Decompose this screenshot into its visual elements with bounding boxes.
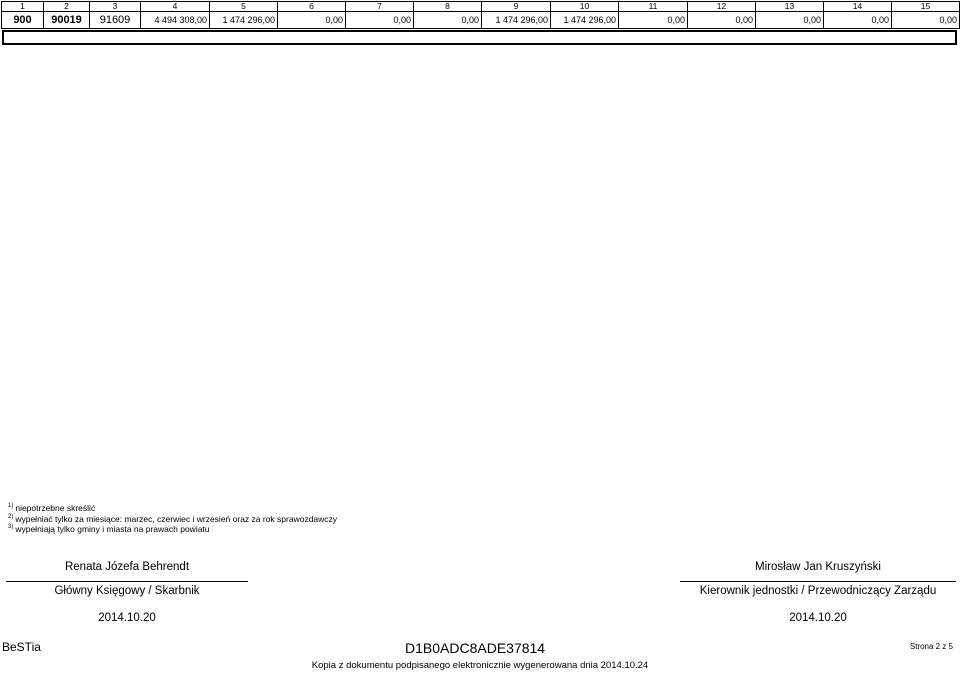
table-cell: 0,00: [619, 12, 688, 29]
footnote-mark: 2): [8, 513, 14, 520]
column-number-row: [2, 2, 960, 12]
cell-dzial: 900: [2, 12, 44, 29]
table-row: [2, 12, 960, 29]
footnote-mark: 1): [8, 503, 14, 509]
table-cell: 0,00: [688, 12, 756, 29]
empty-summary-bar: [2, 30, 957, 45]
table-cell: 0,00: [414, 12, 482, 29]
table-cell: 0,00: [756, 12, 824, 29]
report-table: [1, 1, 960, 29]
column-number: 10: [551, 2, 619, 12]
column-number: 6: [278, 2, 346, 12]
footnote-text: wypełniają tylko gminy i miasta na prawach powiatu: [15, 524, 210, 534]
signature-date: 2014.10.20: [789, 612, 847, 624]
column-number: 3: [90, 2, 141, 12]
footnote-text: niepotrzebne skreślić: [15, 503, 96, 513]
copy-note: Kopia z dokumentu podpisanego elektronicznie wygenerowana dnia 2014.10.24: [311, 660, 649, 671]
table-cell: 1 474 296,00: [210, 12, 278, 29]
footnote-text: wypełniać tylko za miesiące: marzec, czerwiec i wrzesień oraz za rok sprawozdawczy: [15, 513, 338, 524]
signature-line: [6, 581, 248, 582]
column-number: 4: [141, 2, 210, 12]
column-number: 12: [688, 2, 756, 12]
footnote: [8, 503, 337, 514]
footnote: [8, 524, 337, 535]
cell-rozdzial: 90019: [44, 12, 90, 29]
column-number: 15: [892, 2, 960, 12]
table-cell: 0,00: [278, 12, 346, 29]
page-number: Strona 2 z 5: [909, 642, 953, 651]
signatory-name: Renata Józefa Behrendt: [64, 561, 190, 573]
footnote: [8, 514, 337, 525]
column-number: 5: [210, 2, 278, 12]
system-name: BeSTia: [2, 640, 41, 654]
column-number: 14: [824, 2, 892, 12]
signatory-role: Główny Księgowy / Skarbnik: [54, 585, 200, 597]
table-cell: 0,00: [824, 12, 892, 29]
document-id: D1B0ADC8ADE37814: [405, 640, 546, 656]
table-cell: 4 494 308,00: [141, 12, 210, 29]
column-number: 9: [482, 2, 551, 12]
signatory-name: Mirosław Jan Kruszyński: [755, 561, 881, 573]
column-number: 8: [414, 2, 482, 12]
column-number: 2: [44, 2, 90, 12]
column-number: 13: [756, 2, 824, 12]
signature-date: 2014.10.20: [98, 612, 156, 624]
signature-block-director: [680, 561, 956, 624]
footnote-mark: 3): [8, 524, 14, 530]
signatory-role: Kierownik jednostki / Przewodniczący Zarządu: [699, 585, 937, 597]
cell-paragraf: 91609: [90, 12, 141, 29]
signature-block-accountant: [6, 561, 248, 624]
table-cell: 1 474 296,00: [482, 12, 551, 29]
column-number: 11: [619, 2, 688, 12]
footnotes: [8, 503, 337, 535]
column-number: 1: [2, 2, 44, 12]
table-cell: 1 474 296,00: [551, 12, 619, 29]
column-number: 7: [346, 2, 414, 12]
table-cell: 0,00: [346, 12, 414, 29]
signature-line: [680, 581, 956, 582]
table-cell: 0,00: [892, 12, 960, 29]
